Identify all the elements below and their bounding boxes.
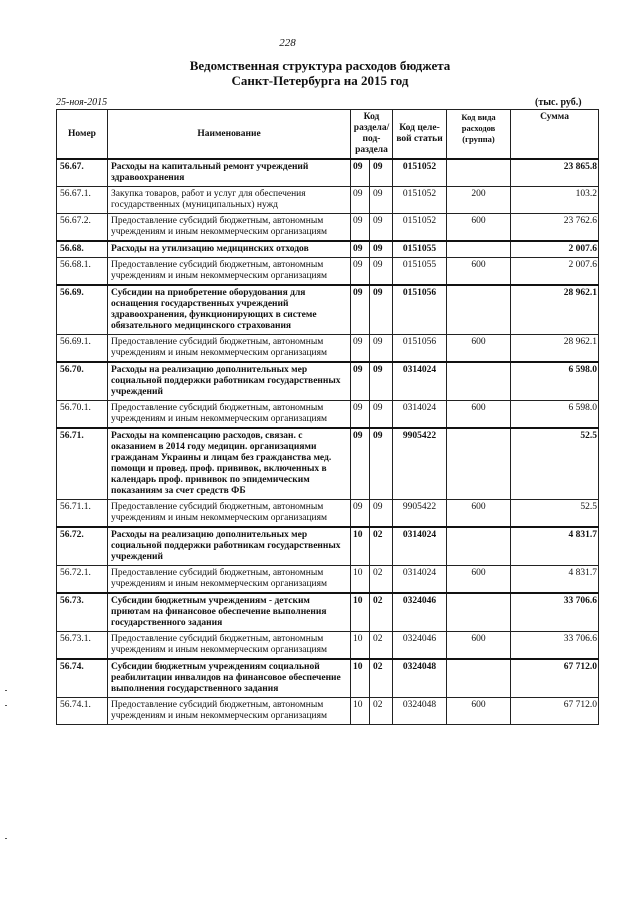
- header-article: Код целе-вой статьи: [393, 110, 447, 160]
- row-expense-type: 600: [447, 335, 511, 363]
- row-section: 10: [351, 593, 370, 632]
- table-row: [57, 593, 599, 632]
- row-section: 09: [351, 241, 370, 258]
- row-expense-type: 200: [447, 187, 511, 214]
- table-row: [57, 428, 599, 500]
- row-name: Расходы на компенсацию расходов, связан. с оказанием в 2014 году медицин. организациями гражданам Украины и лицам без гражданства мед. помощи и провед. проф. прививок, включенных в календарь проф. прививок по эпидемическим показаниям за счет средств ФБ: [108, 428, 351, 500]
- row-section: 09: [351, 428, 370, 500]
- document-title: [0, 58, 640, 88]
- row-name: Предоставление субсидий бюджетным, автономным учреждениям и иным некоммерческим организациям: [108, 214, 351, 242]
- row-number: 56.69.1.: [57, 335, 108, 363]
- row-article: 0314024: [393, 362, 447, 401]
- row-article: 0151056: [393, 335, 447, 363]
- row-subsection: 09: [370, 500, 393, 528]
- row-name: Расходы на капитальный ремонт учреждений здравоохранения: [108, 159, 351, 187]
- row-section: 09: [351, 500, 370, 528]
- title-line-2: Санкт-Петербурга на 2015 год: [231, 73, 409, 88]
- row-number: 56.72.1.: [57, 566, 108, 594]
- table-row: [57, 401, 599, 429]
- header-expense-type: Код вида расходов (группа): [447, 110, 511, 160]
- table-row: [57, 362, 599, 401]
- row-article: 0324046: [393, 593, 447, 632]
- row-sum: 2 007.6: [511, 241, 599, 258]
- row-expense-type: [447, 428, 511, 500]
- margin-tick: [5, 690, 7, 691]
- row-article: 0151056: [393, 285, 447, 335]
- title-line-1: Ведомственная структура расходов бюджета: [189, 58, 451, 73]
- row-expense-type: [447, 593, 511, 632]
- row-expense-type: [447, 159, 511, 187]
- row-number: 56.69.: [57, 285, 108, 335]
- row-number: 56.73.: [57, 593, 108, 632]
- table-row: [57, 187, 599, 214]
- header-number: Номер: [57, 110, 108, 160]
- report-date: 25-ноя-2015: [56, 97, 108, 108]
- row-section: 10: [351, 659, 370, 698]
- row-name: Расходы на утилизацию медицинских отходов: [108, 241, 351, 258]
- table-row: [57, 527, 599, 566]
- row-sum: 103.2: [511, 187, 599, 214]
- table-row: [57, 500, 599, 528]
- row-name: Закупка товаров, работ и услуг для обеспечения государственных (муниципальных) нужд: [108, 187, 351, 214]
- table-row: [57, 632, 599, 660]
- row-article: 0151055: [393, 258, 447, 286]
- row-subsection: 09: [370, 335, 393, 363]
- row-subsection: 09: [370, 428, 393, 500]
- row-subsection: 09: [370, 401, 393, 429]
- row-expense-type: 600: [447, 401, 511, 429]
- row-number: 56.67.1.: [57, 187, 108, 214]
- row-article: 9905422: [393, 500, 447, 528]
- row-name: Предоставление субсидий бюджетным, автономным учреждениям и иным некоммерческим организациям: [108, 500, 351, 528]
- row-section: 09: [351, 335, 370, 363]
- row-subsection: 09: [370, 258, 393, 286]
- row-expense-type: [447, 285, 511, 335]
- row-subsection: 02: [370, 527, 393, 566]
- table-row: [57, 335, 599, 363]
- row-name: Субсидии бюджетным учреждениям - детским приютам на финансовое обеспечение выполнения государственного задания: [108, 593, 351, 632]
- row-name: Предоставление субсидий бюджетным, автономным учреждениям и иным некоммерческим организациям: [108, 698, 351, 725]
- row-subsection: 02: [370, 698, 393, 725]
- row-subsection: 09: [370, 159, 393, 187]
- row-section: 09: [351, 187, 370, 214]
- row-section: 09: [351, 214, 370, 242]
- row-subsection: 09: [370, 214, 393, 242]
- row-expense-type: [447, 362, 511, 401]
- row-section: 10: [351, 632, 370, 660]
- row-number: 56.70.1.: [57, 401, 108, 429]
- row-name: Субсидии бюджетным учреждениям социальной реабилитации инвалидов на финансовое обеспечение выполнения государственного задания: [108, 659, 351, 698]
- header-section: Код раздела/ под-раздела: [351, 110, 393, 160]
- table-row: [57, 241, 599, 258]
- row-number: 56.71.: [57, 428, 108, 500]
- row-expense-type: [447, 241, 511, 258]
- table-row: [57, 659, 599, 698]
- row-section: 10: [351, 566, 370, 594]
- row-section: 09: [351, 401, 370, 429]
- row-sum: 33 706.6: [511, 632, 599, 660]
- table-header-row: [57, 110, 599, 160]
- row-sum: 67 712.0: [511, 698, 599, 725]
- row-article: 0324048: [393, 698, 447, 725]
- row-expense-type: 600: [447, 214, 511, 242]
- row-expense-type: 600: [447, 258, 511, 286]
- row-sum: 67 712.0: [511, 659, 599, 698]
- row-subsection: 09: [370, 241, 393, 258]
- row-sum: 23 762.6: [511, 214, 599, 242]
- row-sum: 23 865.8: [511, 159, 599, 187]
- row-subsection: 09: [370, 285, 393, 335]
- row-section: 09: [351, 285, 370, 335]
- row-number: 56.68.1.: [57, 258, 108, 286]
- row-name: Предоставление субсидий бюджетным, автономным учреждениям и иным некоммерческим организациям: [108, 566, 351, 594]
- row-number: 56.70.: [57, 362, 108, 401]
- row-article: 0324046: [393, 632, 447, 660]
- table-row: [57, 285, 599, 335]
- row-expense-type: [447, 659, 511, 698]
- row-sum: 6 598.0: [511, 362, 599, 401]
- row-article: 0314024: [393, 527, 447, 566]
- row-article: 0151055: [393, 241, 447, 258]
- row-expense-type: 600: [447, 566, 511, 594]
- margin-tick: [5, 838, 7, 839]
- row-section: 09: [351, 258, 370, 286]
- row-section: 10: [351, 698, 370, 725]
- row-article: 0324048: [393, 659, 447, 698]
- row-subsection: 09: [370, 187, 393, 214]
- row-number: 56.74.: [57, 659, 108, 698]
- row-expense-type: [447, 527, 511, 566]
- row-subsection: 02: [370, 659, 393, 698]
- row-article: 9905422: [393, 428, 447, 500]
- row-number: 56.73.1.: [57, 632, 108, 660]
- page-number: 228: [279, 37, 296, 49]
- row-article: 0151052: [393, 214, 447, 242]
- table-row: [57, 258, 599, 286]
- units-label: (тыс. руб.): [535, 97, 582, 108]
- row-sum: 28 962.1: [511, 285, 599, 335]
- row-sum: 6 598.0: [511, 401, 599, 429]
- row-section: 09: [351, 362, 370, 401]
- row-sum: 33 706.6: [511, 593, 599, 632]
- row-name: Предоставление субсидий бюджетным, автономным учреждениям и иным некоммерческим организациям: [108, 632, 351, 660]
- row-article: 0314024: [393, 401, 447, 429]
- row-number: 56.67.2.: [57, 214, 108, 242]
- table-body: [57, 159, 599, 725]
- row-name: Расходы на реализацию дополнительных мер социальной поддержки работникам государственных учреждений: [108, 527, 351, 566]
- row-subsection: 02: [370, 566, 393, 594]
- row-expense-type: 600: [447, 698, 511, 725]
- row-name: Субсидии на приобретение оборудования для оснащения государственных учреждений здравоохранения, функционирующих в системе обязательного медицинского страхования: [108, 285, 351, 335]
- row-article: 0314024: [393, 566, 447, 594]
- header-sum: Сумма: [511, 110, 599, 160]
- row-number: 56.67.: [57, 159, 108, 187]
- row-expense-type: 600: [447, 632, 511, 660]
- row-section: 10: [351, 527, 370, 566]
- table-row: [57, 214, 599, 242]
- row-number: 56.74.1.: [57, 698, 108, 725]
- row-name: Предоставление субсидий бюджетным, автономным учреждениям и иным некоммерческим организациям: [108, 335, 351, 363]
- row-subsection: 02: [370, 593, 393, 632]
- row-article: 0151052: [393, 187, 447, 214]
- budget-table: [56, 109, 599, 725]
- row-number: 56.71.1.: [57, 500, 108, 528]
- row-sum: 52.5: [511, 428, 599, 500]
- table-row: [57, 698, 599, 725]
- table-row: [57, 566, 599, 594]
- row-name: Расходы на реализацию дополнительных мер социальной поддержки работникам государственных учреждений: [108, 362, 351, 401]
- row-name: Предоставление субсидий бюджетным, автономным учреждениям и иным некоммерческим организациям: [108, 258, 351, 286]
- row-section: 09: [351, 159, 370, 187]
- row-sum: 4 831.7: [511, 566, 599, 594]
- header-name: Наименование: [108, 110, 351, 160]
- table-row: [57, 159, 599, 187]
- row-number: 56.72.: [57, 527, 108, 566]
- row-sum: 28 962.1: [511, 335, 599, 363]
- row-subsection: 02: [370, 632, 393, 660]
- row-name: Предоставление субсидий бюджетным, автономным учреждениям и иным некоммерческим организациям: [108, 401, 351, 429]
- row-subsection: 09: [370, 362, 393, 401]
- row-number: 56.68.: [57, 241, 108, 258]
- row-article: 0151052: [393, 159, 447, 187]
- margin-tick: [5, 705, 7, 706]
- row-sum: 2 007.6: [511, 258, 599, 286]
- row-sum: 4 831.7: [511, 527, 599, 566]
- row-expense-type: 600: [447, 500, 511, 528]
- row-sum: 52.5: [511, 500, 599, 528]
